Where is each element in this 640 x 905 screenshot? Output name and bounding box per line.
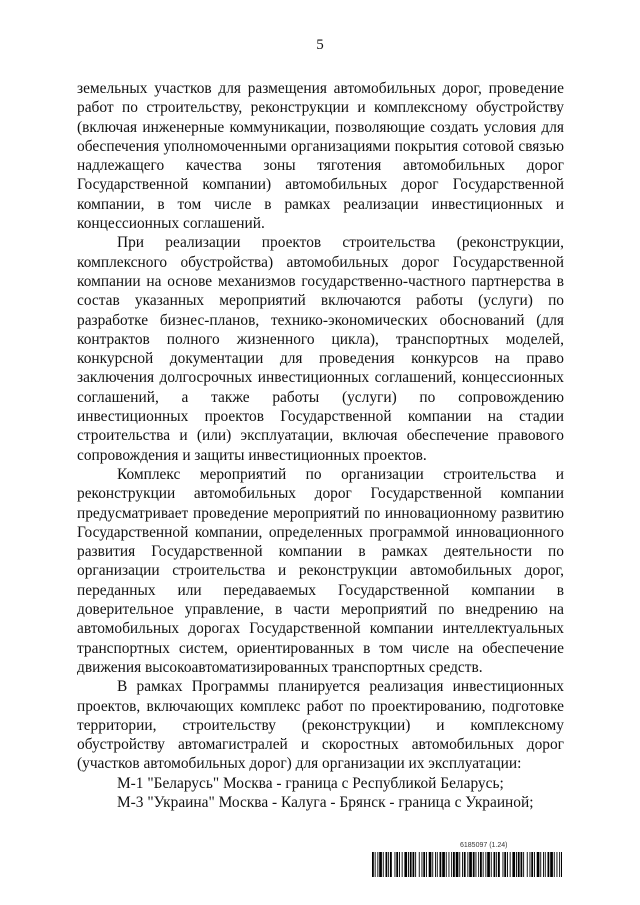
road-item-m3: М-3 "Украина" Москва - Калуга - Брянск - граница с Украиной;: [117, 793, 534, 811]
paragraph-ppp-projects: При реализации проектов строительства (реконструкции, комплексного обустройства) автомобильных дорог Государственной компании на основе механизмов государственно-частного партнерства в состав указанных мероприятий включаются работы (услуги) по разработке бизнес-планов, технико-экономических обоснований (для контрактов полного жизненного цикла), транспортных моделей, конкурсной документации для проведения конкурсов на право заключения долгосрочных инвестиционных соглашений, концессионных соглашений, а также работы (услуги) по сопровождению инвестиционных проектов Государственной компании на стадии строительства и (или) эксплуатации, включая обеспечение правового сопровождения и защиты инвестиционных проектов.: [77, 234, 564, 464]
footer-code: 6185097 (1.24): [460, 842, 508, 849]
paragraph-innovation: Комплекс мероприятий по организации строительства и реконструкции автомобильных дорог Государственной компании предусматривает проведение мероприятий по инновационному развитию Государственной компании, определенных программой инновационного развития Государственной компании в рамках деятельности по организации строительства и реконструкции автомобильных дорог, переданных или передаваемых Государственной компании в доверительное управление, в части мероприятий по внедрению на автомобильных дорогах Государственной компании интеллектуальных транспортных систем, ориентированных в том числе на обеспечение движения высокоавтоматизированных транспортных средств.: [77, 465, 564, 676]
body-text: [77, 79, 564, 812]
road-item-m1: М-1 "Беларусь" Москва - граница с Республикой Беларусь;: [117, 774, 504, 792]
barcode-image: [372, 852, 562, 877]
paragraph-continuation: земельных участков для размещения автомобильных дорог, проведение работ по строительству, реконструкции и комплексному обустройству (включая инженерные коммуникации, позволяющие создать условия для обеспечения уполномоченными организациями покрытия сотовой связью надлежащего качества зоны тяготения автомобильных дорог Государственной компании) автомобильных дорог Государственной компании, в том числе в рамках реализации инвестиционных и концессионных соглашений.: [77, 80, 564, 233]
paragraph-program-projects: В рамках Программы планируется реализация инвестиционных проектов, включающих комплекс работ по проектированию, подготовке территории, строительству (реконструкции) и комплексному обустройству автомагистралей и скоростных автомобильных дорог (участков автомобильных дорог) для организации их эксплуатации:: [77, 678, 564, 773]
page-number: 5: [316, 37, 324, 53]
